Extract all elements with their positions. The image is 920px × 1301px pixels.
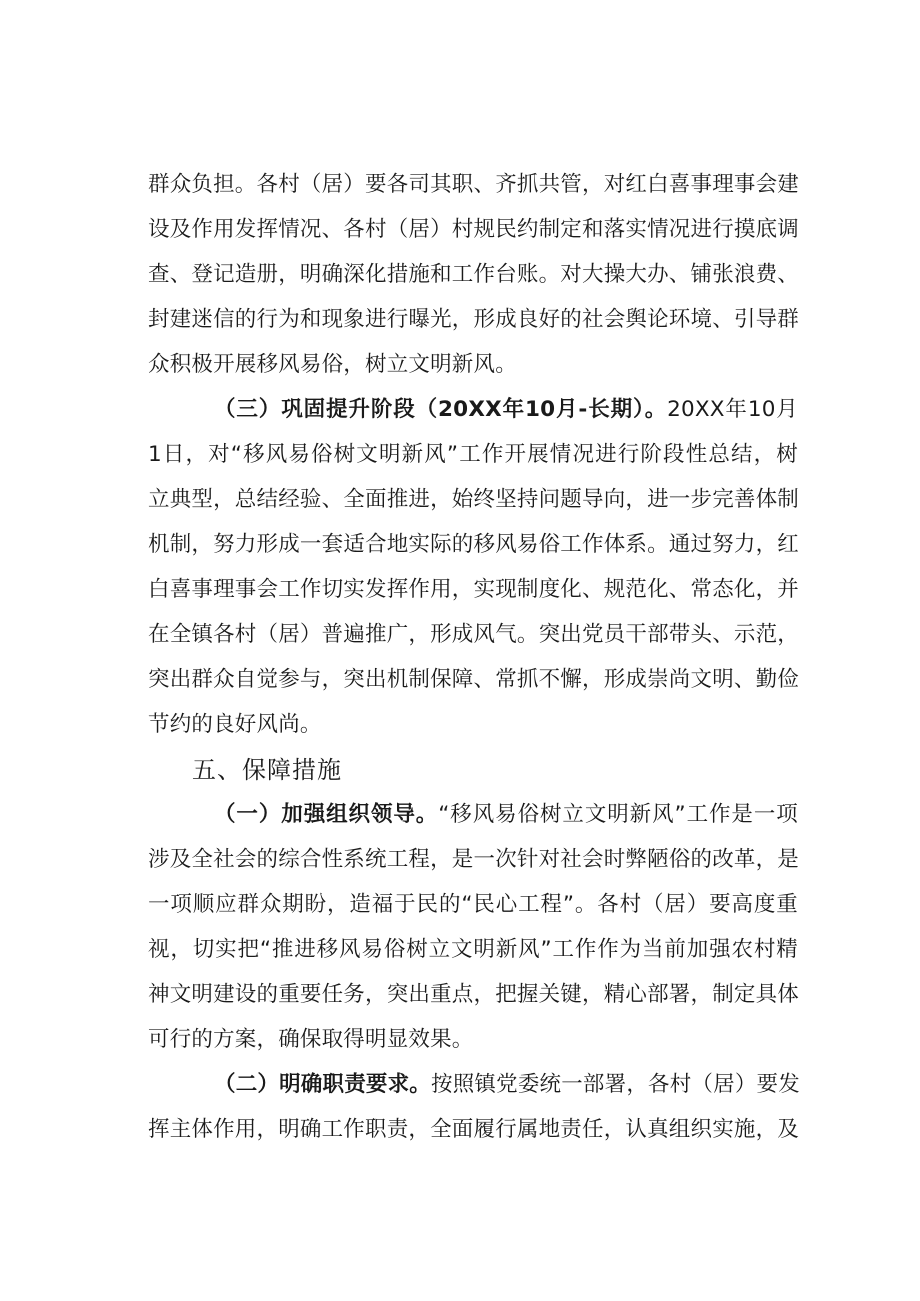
paragraph-text: 按照镇党委统一部署，各村（居）要发 bbox=[431, 1072, 800, 1097]
section-heading: 五、保障措施 bbox=[192, 756, 342, 784]
paragraph-first-line bbox=[214, 1070, 798, 1100]
paragraph-first-line bbox=[214, 800, 798, 830]
subsection-heading-leadership: （一）加强组织领导。 bbox=[214, 802, 439, 827]
paragraph-line: 涉及全社会的综合性系统工程，是一次针对社会时弊陋俗的改革，是 bbox=[148, 847, 800, 872]
paragraph-line: 立典型，总结经验、全面推进，始终坚持问题导向，进一步完善体制 bbox=[148, 487, 800, 512]
paragraph-line: 设及作用发挥情况、各村（居）村规民约制定和落实情况进行摸底调 bbox=[148, 217, 800, 242]
paragraph-line: 封建迷信的行为和现象进行曝光，形成良好的社会舆论环境、引导群 bbox=[148, 307, 800, 332]
subsection-heading-responsibilities: （二）明确职责要求。 bbox=[214, 1072, 432, 1097]
paragraph-line: 群众负担。各村（居）要各司其职、齐抓共管，对红白喜事理事会建 bbox=[148, 172, 800, 197]
paragraph-first-line bbox=[214, 395, 798, 425]
paragraph-line: 节约的良好风尚。 bbox=[148, 712, 322, 737]
subsection-heading-consolidate: （三）巩固提升阶段（20XX年10月-长期）。 bbox=[214, 397, 668, 422]
paragraph-line: 1日，对“移风易俗树文明新风”工作开展情况进行阶段性总结，树 bbox=[148, 442, 798, 467]
paragraph-line: 白喜事理事会工作切实发挥作用，实现制度化、规范化、常态化，并 bbox=[148, 577, 800, 602]
paragraph-line: 视，切实把“推进移风易俗树立文明新风”工作作为当前加强农村精 bbox=[148, 937, 798, 962]
paragraph-text: 20XX年10月 bbox=[667, 397, 798, 422]
paragraph-line: 可行的方案，确保取得明显效果。 bbox=[148, 1027, 474, 1052]
paragraph-line: 神文明建设的重要任务，突出重点，把握关键，精心部署，制定具体 bbox=[148, 982, 800, 1007]
paragraph-line: 挥主体作用，明确工作职责，全面履行属地责任，认真组织实施，及 bbox=[148, 1117, 800, 1142]
paragraph-line: 机制，努力形成一套适合地实际的移风易俗工作体系。通过努力，红 bbox=[148, 532, 800, 557]
paragraph-line: 众积极开展移风易俗，树立文明新风。 bbox=[148, 352, 517, 377]
paragraph-line: 在全镇各村（居）普遍推广，形成风气。突出党员干部带头、示范， bbox=[148, 622, 800, 647]
paragraph-line: 查、登记造册，明确深化措施和工作台账。对大操大办、铺张浪费、 bbox=[148, 262, 800, 287]
paragraph-line: 突出群众自觉参与，突出机制保障、常抓不懈，形成崇尚文明、勤俭 bbox=[148, 667, 800, 692]
paragraph-line: 一项顺应群众期盼，造福于民的“民心工程”。各村（居）要高度重 bbox=[148, 892, 798, 917]
paragraph-text: “移风易俗树立文明新风”工作是一项 bbox=[438, 802, 798, 827]
